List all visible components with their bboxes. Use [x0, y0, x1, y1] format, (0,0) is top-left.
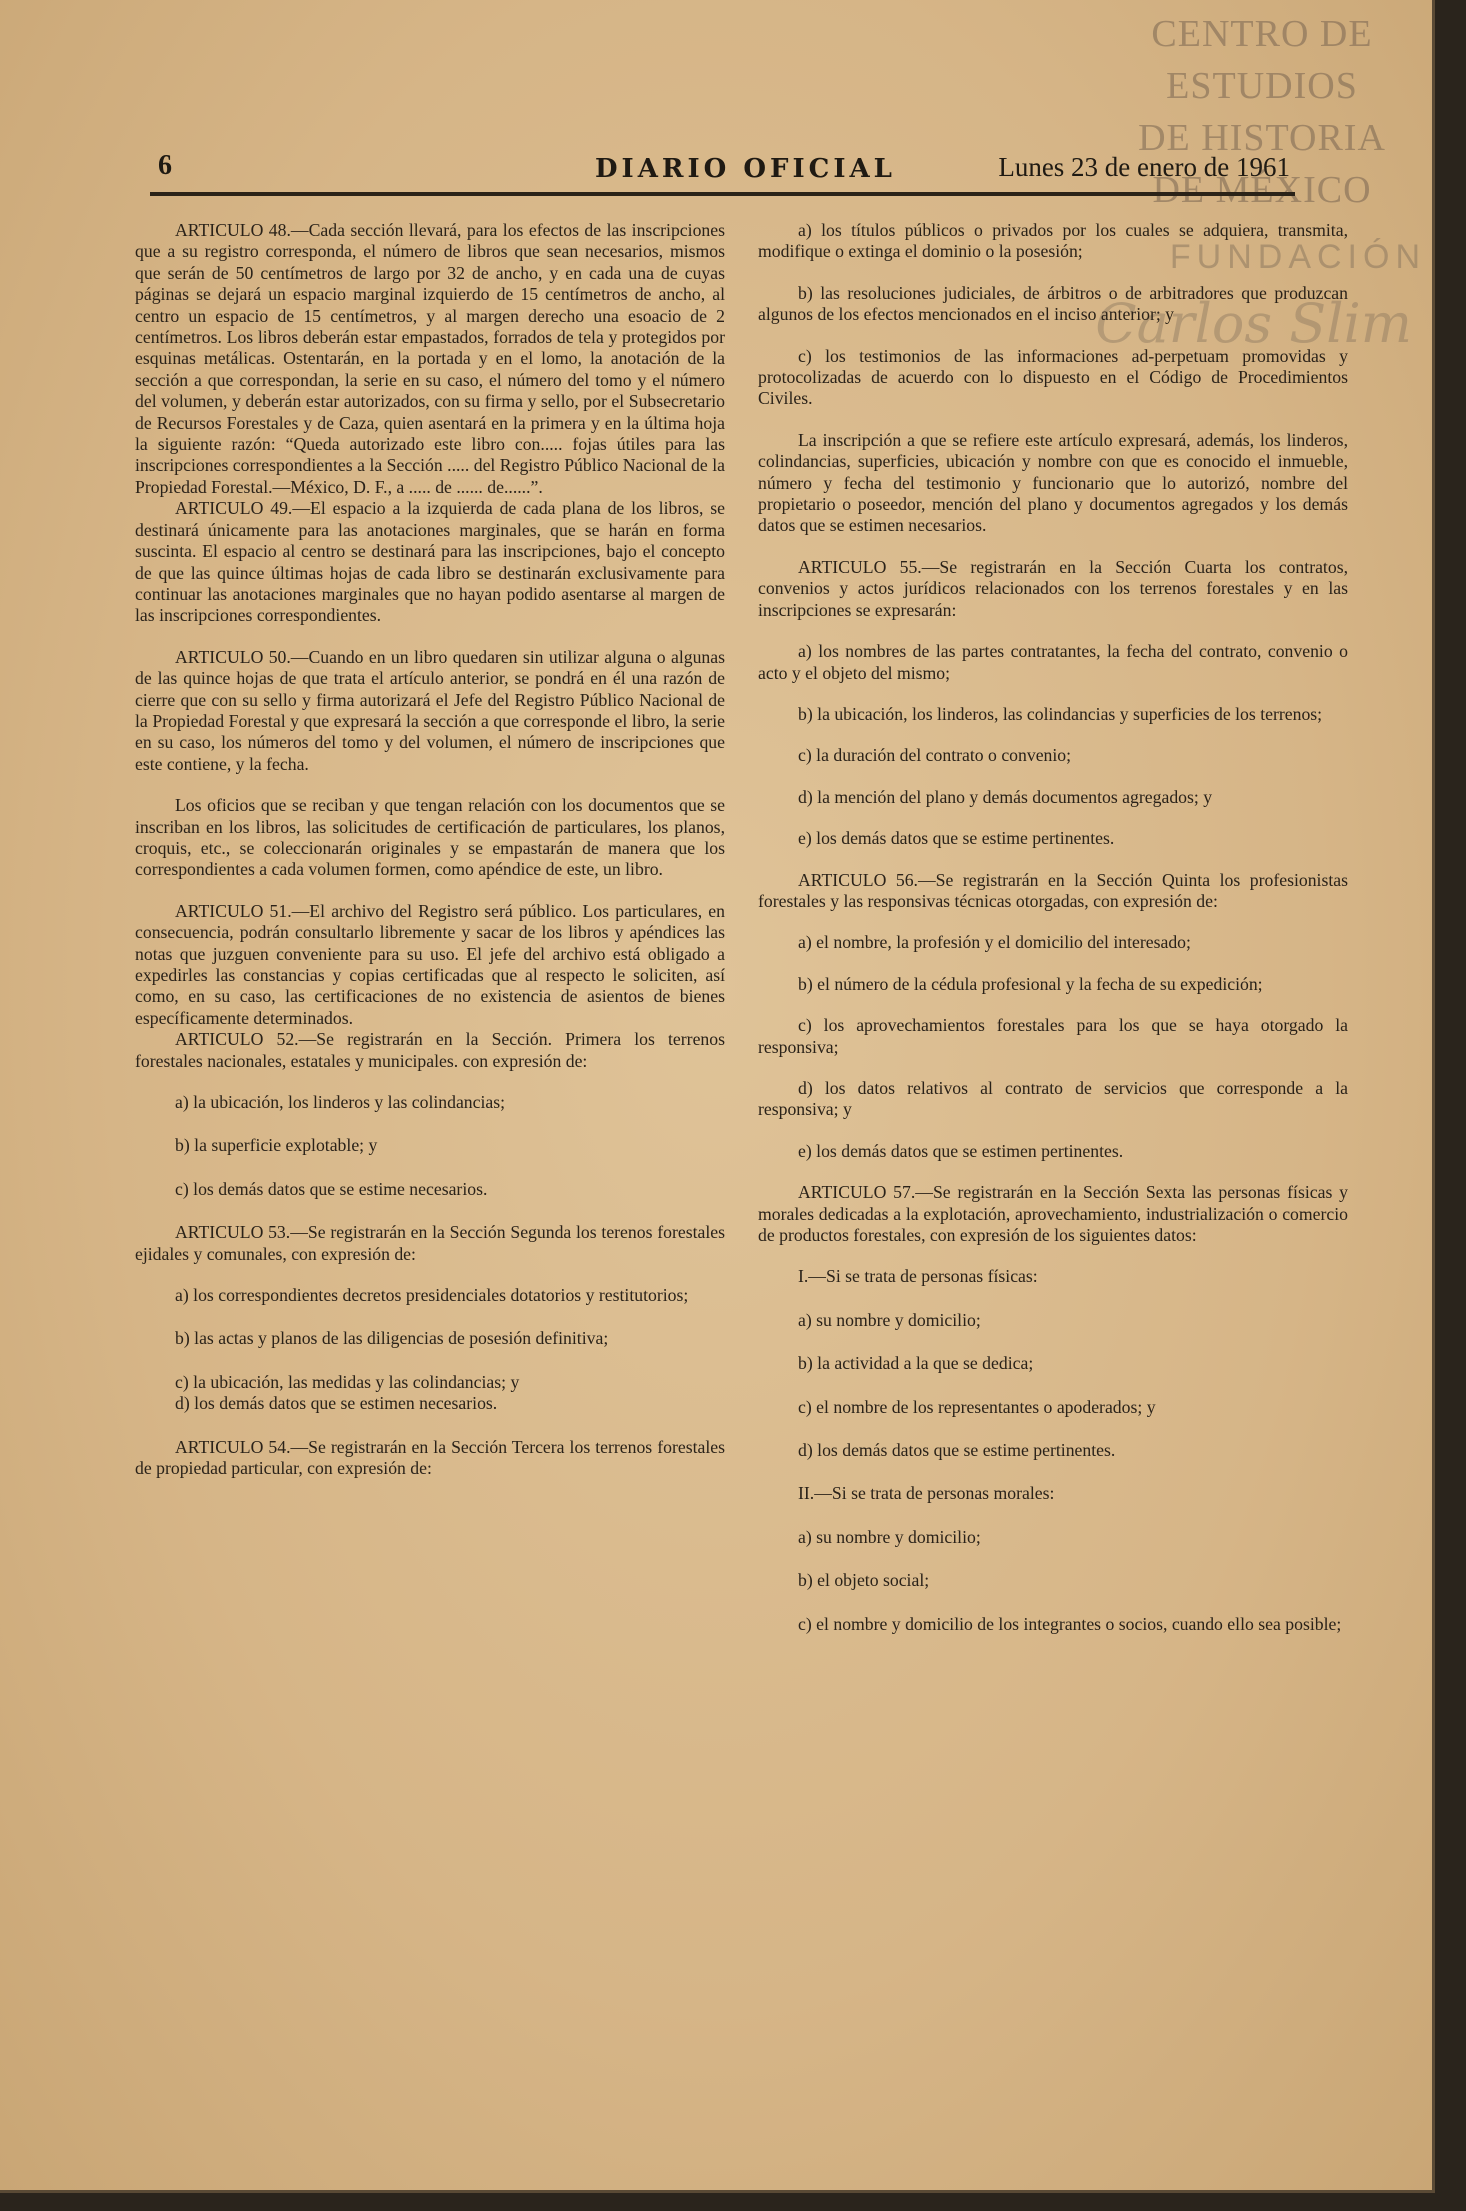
article-paragraph: Los oficios que se reciban y que tengan relación con los documentos que se inscriban en los libros, las solicitudes de certificación de particulares, los planos, croquis, etc., se coleccionarán originales y se empastarán de manera que los correspondientes a cada volumen formen, como apéndice de este, un libro. [135, 795, 725, 880]
list-item: e) los demás datos que se estime pertinentes. [798, 828, 1115, 849]
list-item: d) los demás datos que se estime pertinentes. [798, 1440, 1116, 1461]
list-item: c) los demás datos que se estime necesarios. [175, 1178, 488, 1199]
list-item: b) las resoluciones judiciales, de árbitros o de arbitradores que produzcan algunos de los efectos mencionados en el inciso anterior; y [758, 282, 1348, 325]
article-paragraph: ARTICULO 57.—Se registrarán en la Sección Sexta las personas físicas y morales dedicadas a la explotación, aprovechamiento, industrialización o comercio de productos forestales, con expresión de los siguientes datos: [758, 1182, 1348, 1245]
list-item: d) los datos relativos al contrato de servicios que corresponde a la responsiva; y [758, 1077, 1348, 1120]
article-paragraph: ARTICULO 56.—Se registrarán en la Sección Quinta los profesionistas forestales y las responsivas técnicas otorgadas, con expresión de: [758, 869, 1348, 911]
newspaper-title: DIARIO OFICIAL [595, 154, 896, 184]
watermark-line: ESTUDIOS [1166, 65, 1358, 107]
list-item: a) la ubicación, los linderos y las colindancias; [175, 1092, 506, 1113]
list-item: a) su nombre y domicilio; [798, 1526, 981, 1547]
list-item: I.—Si se trata de personas físicas: [798, 1266, 1038, 1287]
list-item: b) la superficie explotable; y [175, 1135, 378, 1156]
article-paragraph: ARTICULO 54.—Se registrarán en la Sección Tercera los terrenos forestales de propiedad particular, con expresión de: [135, 1436, 725, 1479]
right-column [758, 220, 1348, 1657]
article-paragraph: ARTICULO 55.—Se registrarán en la Sección Cuarta los contratos, convenios y actos jurídicos relacionados con los terrenos forestales y en las inscripciones se expresarán: [758, 556, 1348, 620]
article-paragraph: ARTICULO 51.—El archivo del Registro será público. Los particulares, en consecuencia, podrán consultarlo libremente y sacar de los libros y apéndices las notas que juzguen conveniente para su uso. El jefe del archivo está obligado a expedirles las constancias y copias certificadas que al respecto le soliciten, así como, en su caso, las certificaciones de no existencia de asientos de bienes específicamente determinados. [135, 900, 725, 1028]
list-item: d) los demás datos que se estimen necesarios. [175, 1393, 498, 1414]
list-item: b) el objeto social; [798, 1570, 930, 1591]
list-item: a) su nombre y domicilio; [798, 1309, 981, 1330]
watermark-line: DE MÉXICO [1152, 169, 1372, 211]
list-item: c) el nombre y domicilio de los integrantes o socios, cuando ello sea posible; [798, 1613, 1342, 1634]
page-header [150, 150, 1295, 196]
list-item: b) la ubicación, los linderos, las colindancias y superficies de los terrenos; [798, 703, 1323, 724]
article-paragraph: ARTICULO 50.—Cuando en un libro quedaren sin utilizar alguna o algunas de las quince hojas de que trata el artículo anterior, se pondrá en él una razón de cierre que con su sello y firma autorizará el Jefe del Registro Público Nacional de la Propiedad Forestal y que expresará la sección a que corresponde el libro, la serie en su caso, los números del tomo y del volumen, el número de inscripciones que este contiene, y la fecha. [135, 646, 725, 774]
watermark-line: DE HISTORIA [1138, 117, 1386, 159]
article-paragraph: ARTICULO 53.—Se registrarán en la Sección Segunda los terenos forestales ejidales y comunales, con expresión de: [135, 1222, 725, 1264]
list-item: a) los nombres de las partes contratantes, la fecha del contrato, convenio o acto y el objeto del mismo; [758, 641, 1348, 683]
article-paragraph: ARTICULO 48.—Cada sección llevará, para los efectos de las inscripciones que a su registro corresponda, el número de libros que sean necesarios, mismos que serán de 50 centímetros de largo por 32 de ancho, y en cada una de cuyas páginas se dejará un espacio marginal izquierdo de 15 centímetros de ancho, al centro un espacio de 15 centímetros, y al margen derecho una esoacio de 2 centímetros. Los libros deberán estar empastados, forrados de tela y protegidos por esquinas metálicas. Ostentarán, en la portada y en el lomo, la anotación de la sección a que correspondan, la serie en su caso, el número del tomo y el número del volumen, y deberán estar autorizados, con su firma y sello, por el Subsecretario de Recursos Forestales y de Caza, quien asentará en la primera y en la última hoja la siguiente razón: “Queda autorizado este libro con..... fojas útiles para las inscripciones correspondientes a la Sección ..... del Registro Público Nacional de la Propiedad Forestal.—México, D. F., a ..... de ...... de......”. [135, 220, 725, 497]
list-item: c) la ubicación, las medidas y las colindancias; y [175, 1371, 520, 1392]
page-number: 6 [158, 150, 172, 181]
list-item: e) los demás datos que se estimen pertinentes. [798, 1140, 1124, 1161]
watermark-foundation: FUNDACIÓN [1169, 238, 1426, 276]
list-item: c) el nombre de los representantes o apoderados; y [798, 1396, 1156, 1417]
issue-date: Lunes 23 de enero de 1961 [998, 152, 1290, 182]
article-paragraph: La inscripción a que se refiere este artículo expresará, además, los linderos, colindancias, superficies, ubicación y nombre con que es conocido el inmueble, número y fecha del testimonio y funcionario que lo autorizó, nombre del propietario o poseedor, mención del plano y documentos agregados y los demás datos que se estimen necesarios. [758, 429, 1348, 536]
list-item: b) el número de la cédula profesional y la fecha de su expedición; [798, 973, 1263, 994]
list-item: a) los correspondientes decretos presidenciales dotatorios y restitutorios; [175, 1285, 689, 1306]
list-item: a) los títulos públicos o privados por los cuales se adquiera, transmita, modifique o extinga el dominio o la posesión; [758, 220, 1348, 262]
list-item: b) la actividad a la que se dedica; [798, 1353, 1034, 1374]
list-item: b) las actas y planos de las diligencias de posesión definitiva; [175, 1328, 609, 1349]
list-item: d) la mención del plano y demás documentos agregados; y [798, 786, 1213, 807]
watermark-line: CENTRO DE [1151, 13, 1373, 55]
list-item: c) la duración del contrato o convenio; [798, 745, 1072, 766]
list-item: c) los aprovechamientos forestales para los que se haya otorgado la responsiva; [758, 1015, 1348, 1057]
list-item: II.—Si se trata de personas morales: [798, 1483, 1055, 1504]
article-paragraph: ARTICULO 49.—El espacio a la izquierda de cada plana de los libros, se destinará únicamente para las anotaciones marginales, que se harán en forma suscinta. El espacio al centro se destinará para las inscripciones, bajo el concepto de que las quince últimas hojas de cada libro se destinarán exclusivamente para continuar las anotaciones marginales que no hayan podido asentarse al margen de las inscripciones correspondientes. [135, 498, 725, 626]
watermark-signature: Carlos Slim [1095, 292, 1412, 355]
list-item: c) los testimonios de las informaciones ad-perpetuam promovidas y protocolizadas de acuerdo con lo dispuesto en el Código de Procedimientos Civiles. [758, 345, 1348, 409]
left-column [135, 220, 725, 1500]
article-paragraph: ARTICULO 52.—Se registrarán en la Sección. Primera los terrenos forestales nacionales, estatales y municipales. con expresión de: [135, 1029, 725, 1071]
list-item: a) el nombre, la profesión y el domicilio del interesado; [798, 932, 1191, 953]
